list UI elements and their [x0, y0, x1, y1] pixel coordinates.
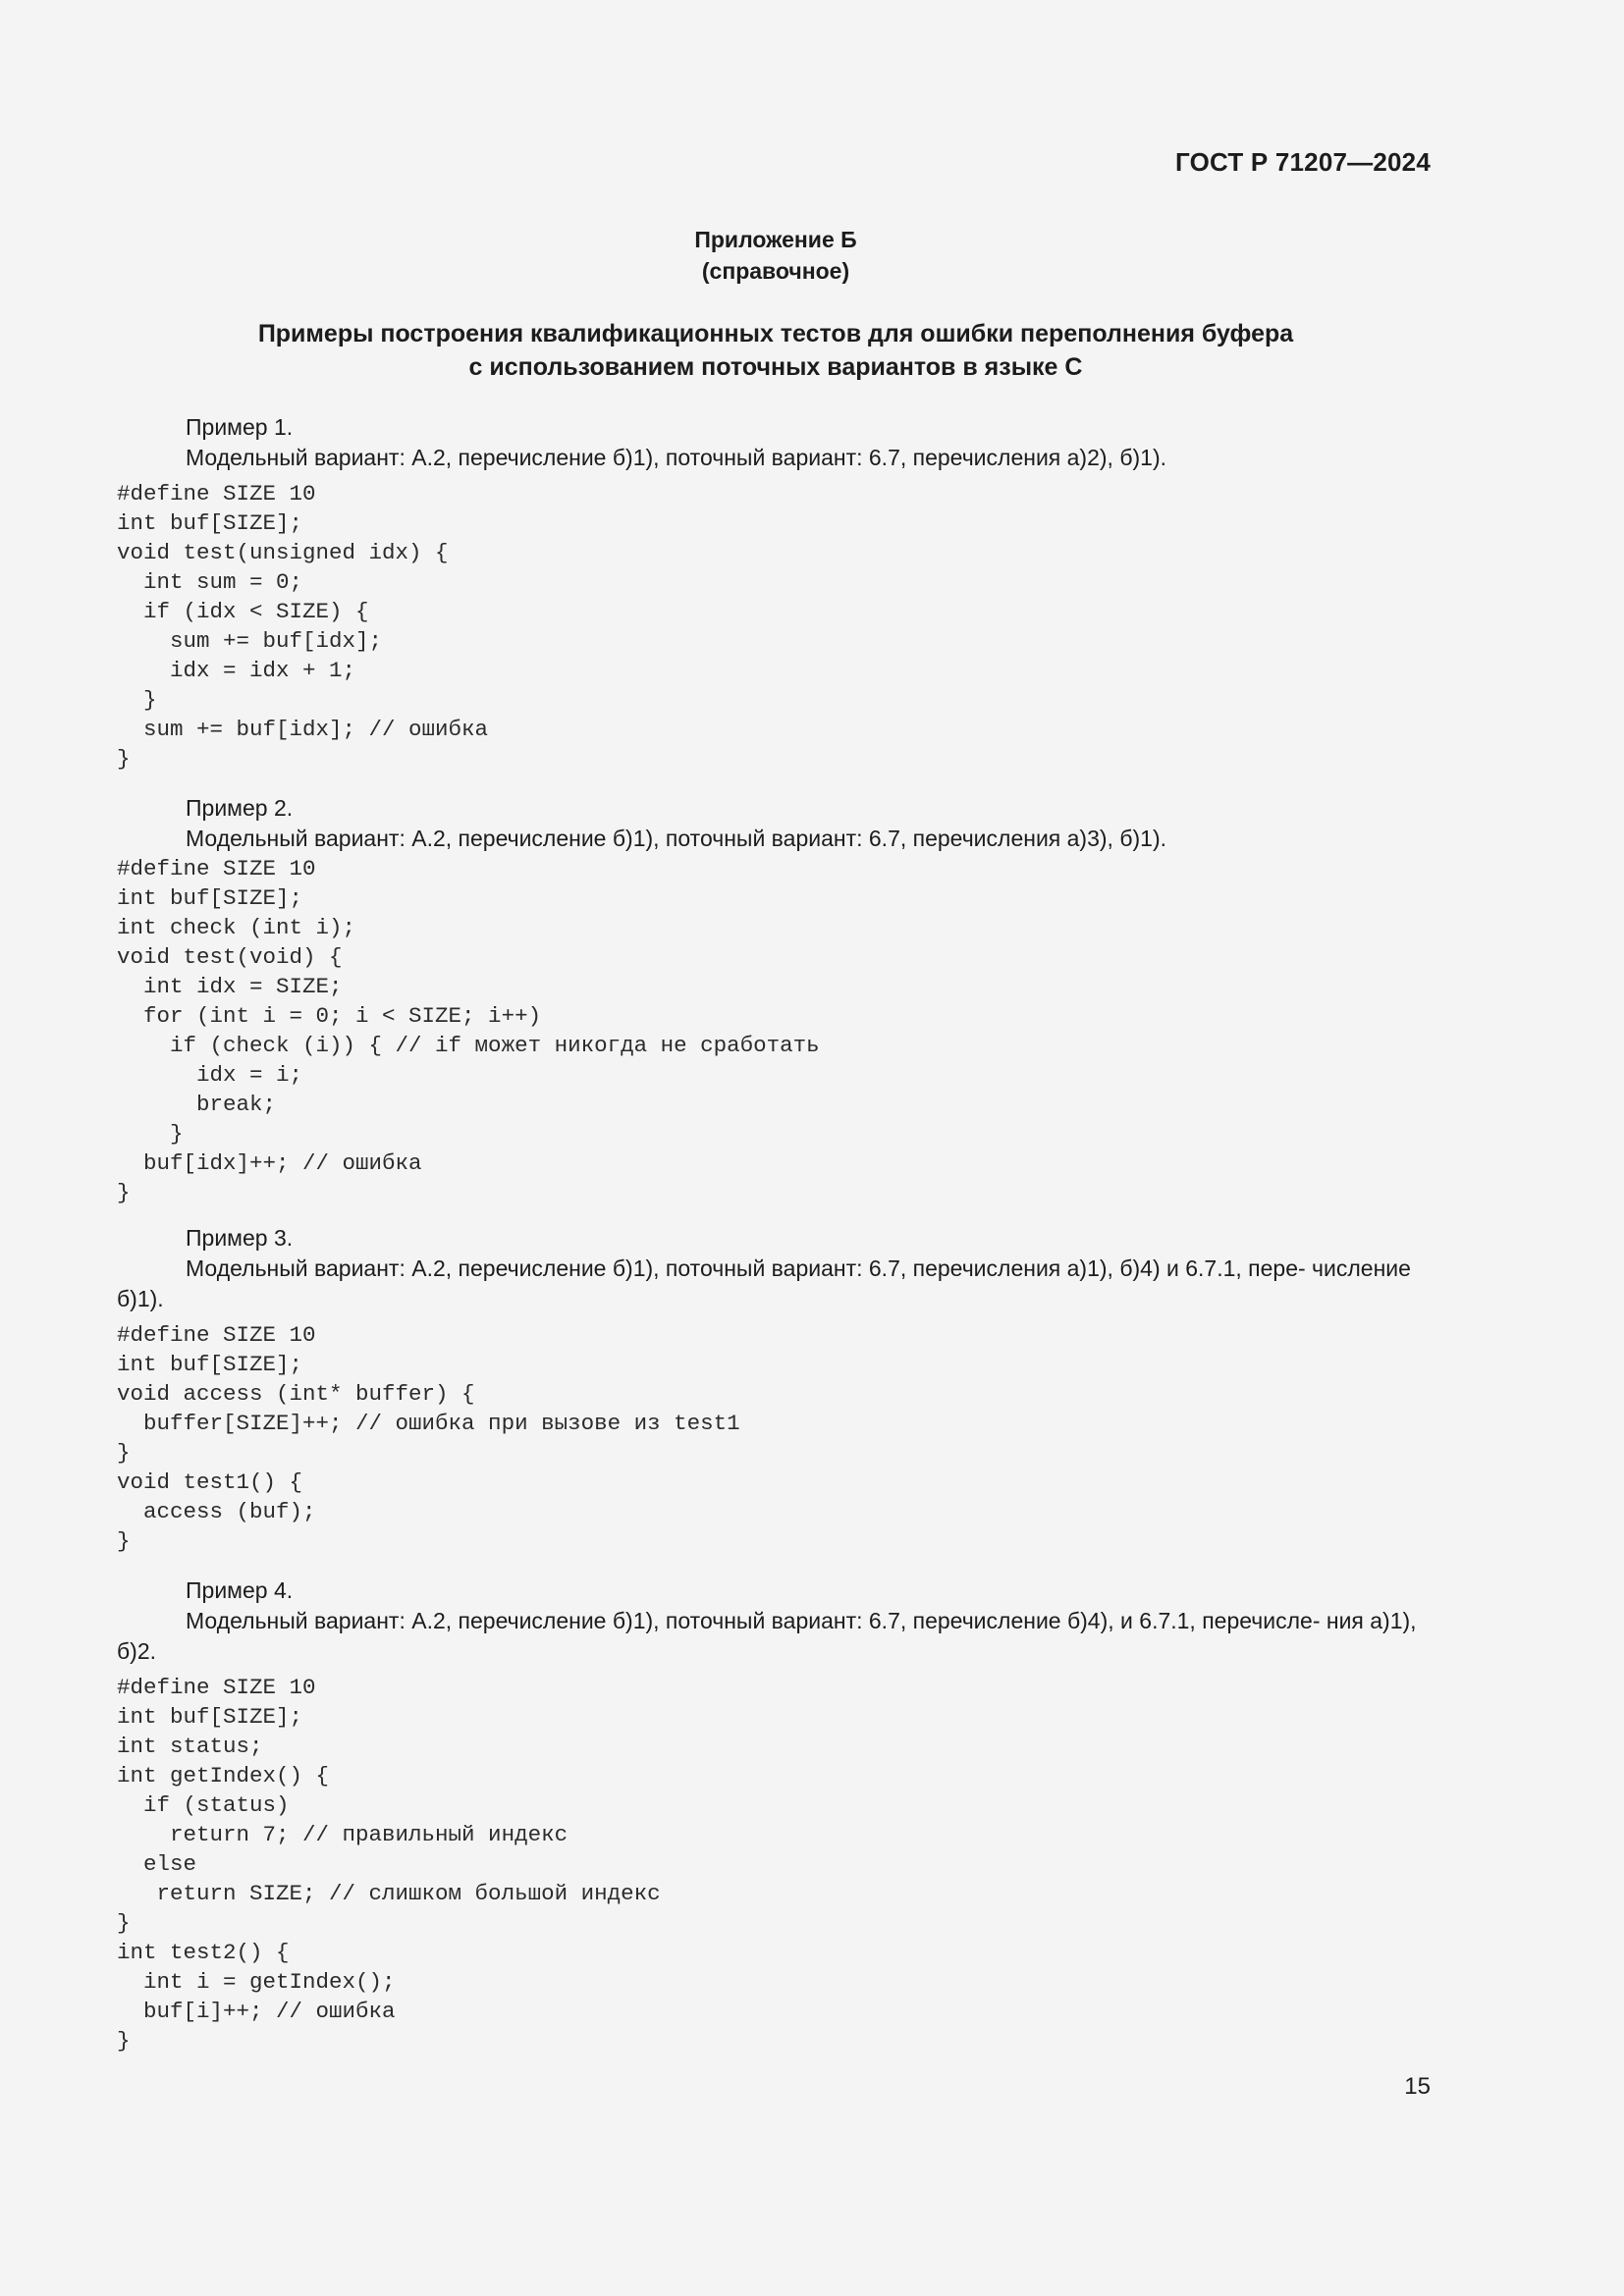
code-block: #define SIZE 10 int buf[SIZE]; int status; int getIndex() { if (status) return 7; // правильный индекс else return SIZE; // слишком большой индекс } int test2() { int i = getIndex(); buf[i]++; // ошибка }	[117, 1675, 661, 2054]
example-4	[117, 1575, 1431, 2056]
section-title-line-1: Примеры построения квалификационных тестов для ошибки переполнения буфера	[257, 320, 1294, 347]
section-title	[0, 317, 1551, 384]
example-heading: Пример 1.	[186, 414, 294, 440]
appendix-title-line: Приложение Б	[694, 227, 857, 252]
example-1	[117, 412, 1166, 774]
example-heading: Пример 4.	[186, 1577, 294, 1603]
code-block: #define SIZE 10 int buf[SIZE]; void access (int* buffer) { buffer[SIZE]++; // ошибка при вызове из test1 } void test1() { access (buf); }	[117, 1322, 740, 1554]
section-title-line-2: с использованием поточных вариантов в языке С	[468, 353, 1083, 381]
page-number: 15	[1404, 2073, 1431, 2100]
code-block: #define SIZE 10 int buf[SIZE]; int check (int i); void test(void) { int idx = SIZE; for (int i = 0; i < SIZE; i++) if (check (i)) { // if может никогда не сработать idx = i; break; } buf[idx]++; // ошибка }	[117, 856, 820, 1205]
code-block: #define SIZE 10 int buf[SIZE]; void test(unsigned idx) { int sum = 0; if (idx < SIZE) { sum += buf[idx]; idx = idx + 1; } sum += buf[idx]; // ошибка }	[117, 481, 489, 772]
example-2	[117, 793, 1166, 1207]
example-description: Модельный вариант: А.2, перечисление б)1), поточный вариант: 6.7, перечисления а)2), б)1).	[186, 445, 1166, 470]
example-description: Модельный вариант: А.2, перечисление б)1), поточный вариант: 6.7, перечисления а)1), б)4) и 6.7.1, пере- числение б)1).	[117, 1255, 1411, 1311]
appendix-subtitle-line: (справочное)	[701, 258, 850, 284]
example-description: Модельный вариант: А.2, перечисление б)1), поточный вариант: 6.7, перечисление б)4), и 6.7.1, перечисле- ния а)1), б)2.	[117, 1608, 1417, 1664]
appendix-title	[0, 224, 1551, 287]
document-number: ГОСТ Р 71207—2024	[1175, 147, 1431, 177]
example-3	[117, 1223, 1431, 1556]
example-heading: Пример 3.	[186, 1225, 294, 1251]
example-heading: Пример 2.	[186, 795, 294, 821]
example-description: Модельный вариант: А.2, перечисление б)1), поточный вариант: 6.7, перечисления а)3), б)1).	[186, 826, 1166, 851]
